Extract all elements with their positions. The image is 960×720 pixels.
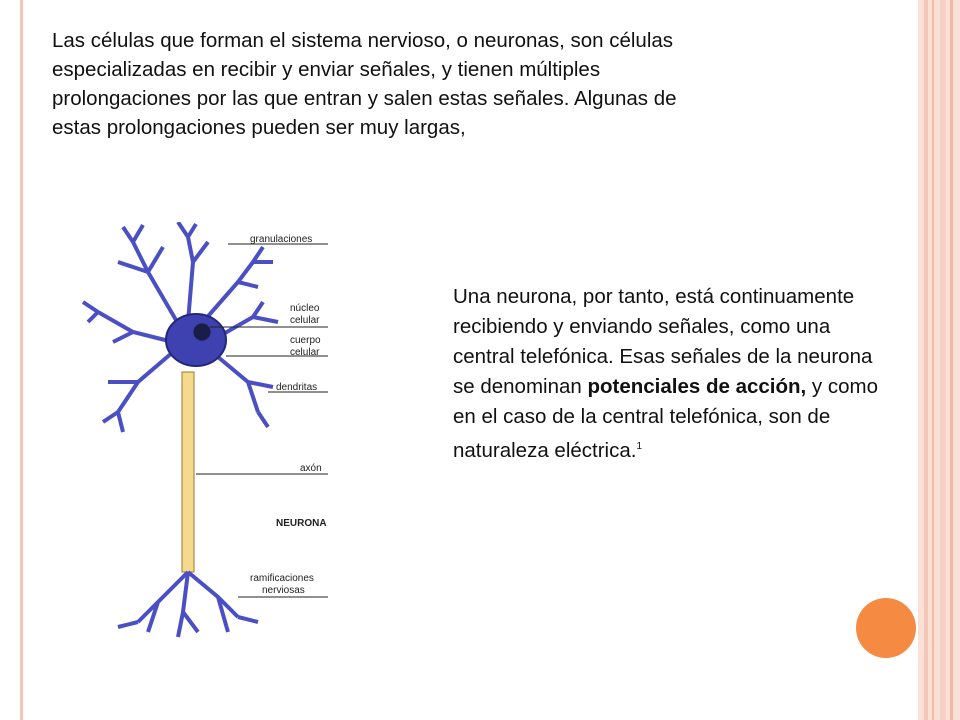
cell-body <box>166 314 226 366</box>
label-cuerpo: cuerpo <box>290 335 321 346</box>
label-nucleo-celular: celular <box>290 315 320 326</box>
footnote-marker: 1 <box>636 441 643 452</box>
label-dendritas: dendritas <box>276 382 318 393</box>
label-ramificaciones: ramificaciones <box>250 573 314 584</box>
stripe <box>924 0 928 720</box>
cell-nucleus <box>193 323 211 341</box>
body-text-before: Una neurona, por tanto, está continuamente recibiendo y enviando señales, como una central telefónica. Esas señales de la neurona se denominan <box>453 285 873 398</box>
stripe <box>940 0 946 720</box>
stripe <box>932 0 934 720</box>
stripe <box>950 0 953 720</box>
body-text-after: y como en el caso de la central telefónica, son de naturaleza eléctrica. <box>453 375 879 462</box>
label-granulaciones: granulaciones <box>250 234 313 245</box>
body-paragraph <box>453 282 883 466</box>
label-nucleo: núcleo <box>290 303 320 314</box>
orange-circle-decoration <box>856 598 916 658</box>
body-text-bold: potenciales de acción, <box>587 375 807 398</box>
nerve-endings <box>118 572 258 637</box>
right-decorative-stripes <box>918 0 960 720</box>
axon <box>182 372 194 572</box>
label-neurona: NEURONA <box>276 518 327 529</box>
intro-paragraph: Las células que forman el sistema nervioso, o neuronas, son células especializadas en recibir y enviar señales, y tienen múltiples prolongaciones por las que entran y salen estas señales. Algunas de estas prolongaciones pueden ser muy largas, <box>52 29 677 139</box>
left-border-line <box>20 0 23 720</box>
neuron-diagram <box>78 222 378 642</box>
label-cuerpo-celular: celular <box>290 347 320 358</box>
label-axon: axón <box>300 463 322 474</box>
label-ramificaciones-nerviosas: nerviosas <box>262 585 305 596</box>
